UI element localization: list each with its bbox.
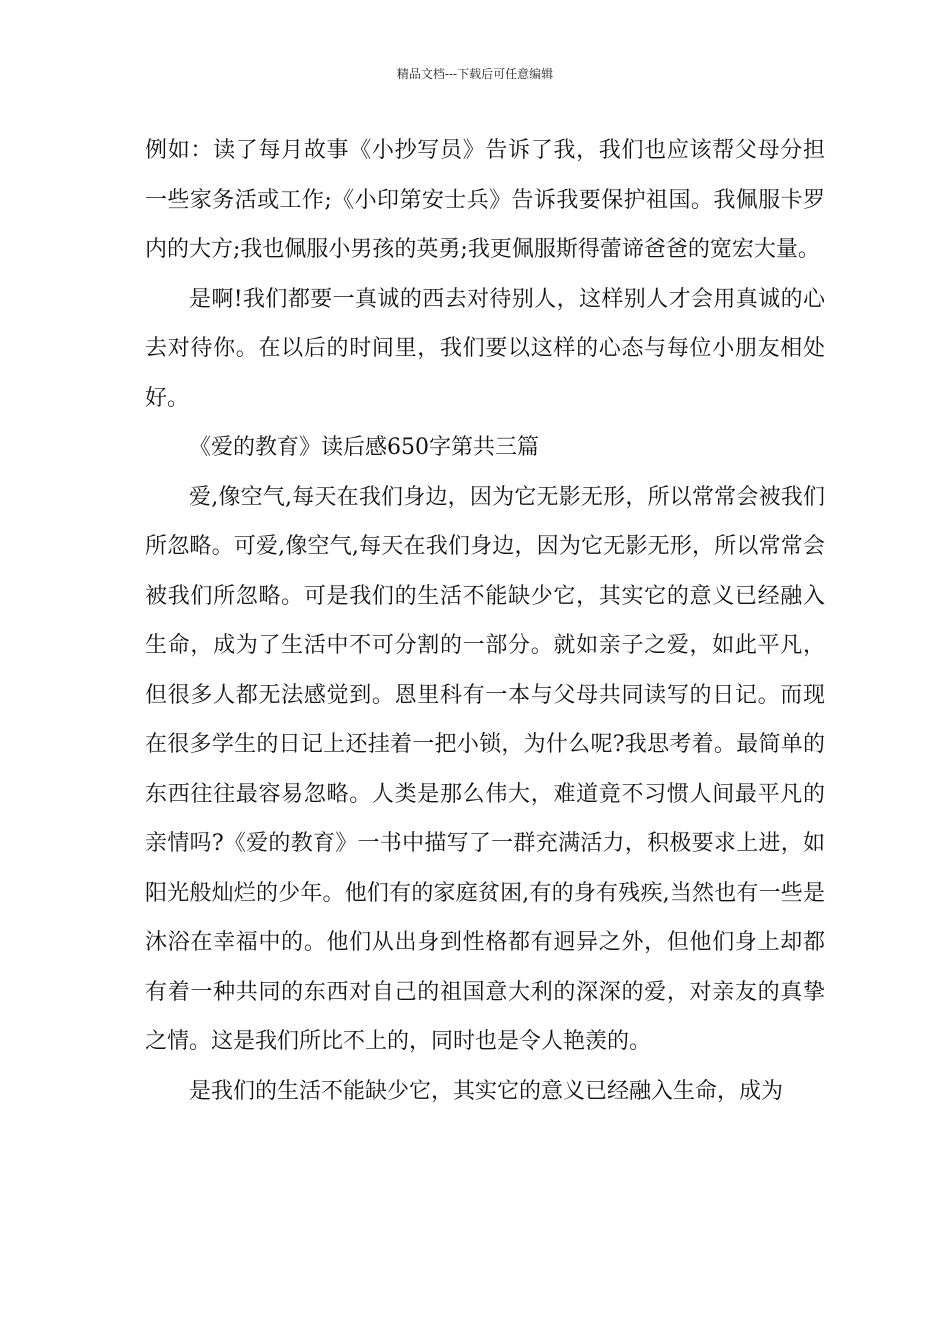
paragraph: 是啊!我们都要一真诚的西去对待别人，这样别人才会用真诚的心去对待你。在以后的时间里，我们要以这样的心态与每位小朋友相处好。 bbox=[145, 286, 825, 411]
paragraph: 爱,像空气,每天在我们身边，因为它无影无形，所以常常会被我们所忽略。可爱,像空气,每天在我们身边，因为它无影无形，所以常常会被我们所忽略。可是我们的生活不能缺少它，其实它的意义已经融入生命，成为了生活中不可分割的一部分。就如亲子之爱，如此平凡，但很多人都无法感觉到。恩里科有一本与父母共同读写的日记。而现在很多学生的日记上还挂着一把小锁，为什么呢?我思考着。最简单的东西往往最容易忽略。人类是那么伟大，难道竟不习惯人间最平凡的亲情吗?《爱的教育》一书中描写了一群充满活力，积极要求上进，如阳光般灿烂的少年。他们有的家庭贫困,有的身有残疾,当然也有一些是沐浴在幸福中的。他们从出身到性格都有迥异之外，但他们身上却都有着一种共同的东西对自己的祖国意大利的深深的爱，对亲友的真挚之情。这是我们所比不上的，同时也是令人艳羡的。 bbox=[145, 484, 825, 1054]
page-header: 精品文档---下载后可任意编辑 bbox=[396, 67, 554, 81]
section-heading: 《爱的教育》读后感650字第共三篇 bbox=[189, 435, 539, 460]
paragraph: 例如：读了每月故事《小抄写员》告诉了我，我们也应该帮父母分担一些家务活或工作;《小印第安士兵》告诉我要保护祖国。我佩服卡罗内的大方;我也佩服小男孩的英勇;我更佩服斯得蕾谛爸爸的宽宏大量。 bbox=[145, 138, 825, 262]
document-body bbox=[145, 126, 825, 1116]
paragraph: 是我们的生活不能缺少它，其实它的意义已经融入生命，成为 bbox=[189, 1078, 784, 1104]
